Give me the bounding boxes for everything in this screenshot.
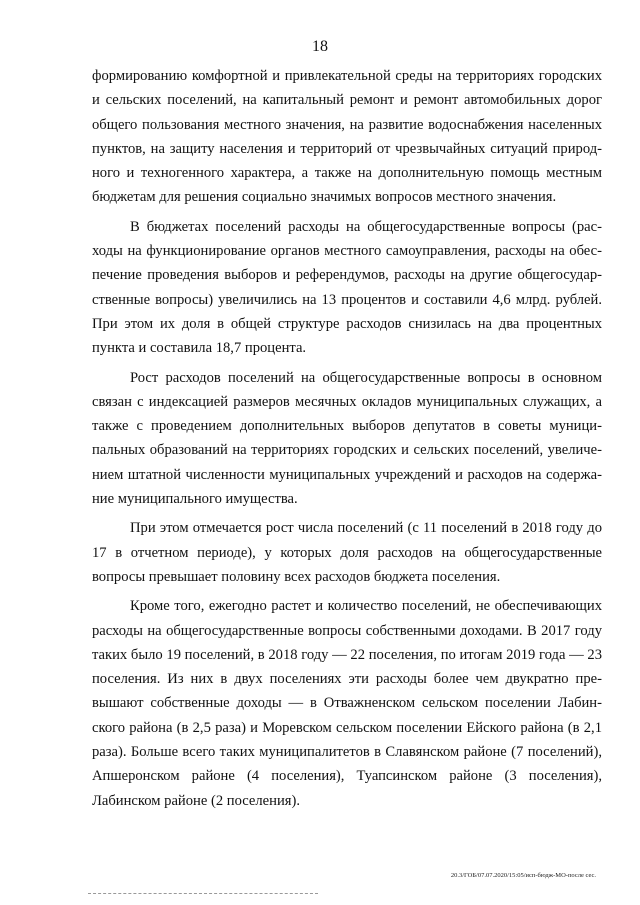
paragraph: В бюджетах поселений расходы на общегосударственные вопросы (расходы на функционирование органов местного самоуправления, расходы на обеспечение проведения выборов и референдумов, расходы на другие общегосударственные вопросы) увеличились на 13 процентов и составили 4,6 млрд. рублей. При этом их доля в общей структуре расходов снизилась на два процентных пункта и составила 18,7 процента. <box>92 218 602 357</box>
paragraph: Рост расходов поселений на общегосударственные вопросы в основном связан с индексацией размеров месячных окладов муниципальных служащих, а также с проведением дополнительных выборов депутатов в советы муниципальных образований на территориях городских и сельских поселений, увеличением штатной численности муниципальных учреждений и расходов на содержание муниципального имущества. <box>92 369 602 508</box>
page-number: 18 <box>312 38 328 55</box>
footer-document-code: 20.3/ГОБ/07.07.2020/15:05/исп-бюдж-МО-после сес. <box>450 872 596 879</box>
bottom-divider <box>88 893 318 894</box>
paragraph: формированию комфортной и привлекательной среды на территориях городских и сельских поселений, на капитальный ремонт и ремонт автомобильных дорог общего пользования местного значения, на развитие водоснабжения населенных пунктов, на защиту населения и территорий от чрезвычайных ситуаций природного и техногенного характера, а также на дополнительную помощь местным бюджетам для решения социально значимых вопросов местного значения. <box>92 68 602 206</box>
document-body <box>92 64 602 818</box>
paragraph: Кроме того, ежегодно растет и количество поселений, не обеспечивающих расходы на общегосударственные вопросы собственными доходами. В 2017 году таких было 19 поселений, в 2018 году — 22 поселения, по итогам 2019 года — 23 поселения. Из них в двух поселениях эти расходы более чем двукратно превышают собственные доходы — в Отважненском сельском поселении Лабинского района (в 2,5 раза) и Моревском сельском поселении Ейского района (в 2,1 раза). Больше всего таких муниципалитетов в Славянском районе (7 поселений), Апшеронском районе (4 поселения), Туапсинском районе (3 поселения), Лабинском районе (2 поселения). <box>92 598 602 809</box>
paragraph: При этом отмечается рост числа поселений (с 11 поселений в 2018 году до 17 в отчетном периоде), у которых доля расходов на общегосударственные вопросы превышает половину всех расходов бюджета поселения. <box>92 520 602 585</box>
